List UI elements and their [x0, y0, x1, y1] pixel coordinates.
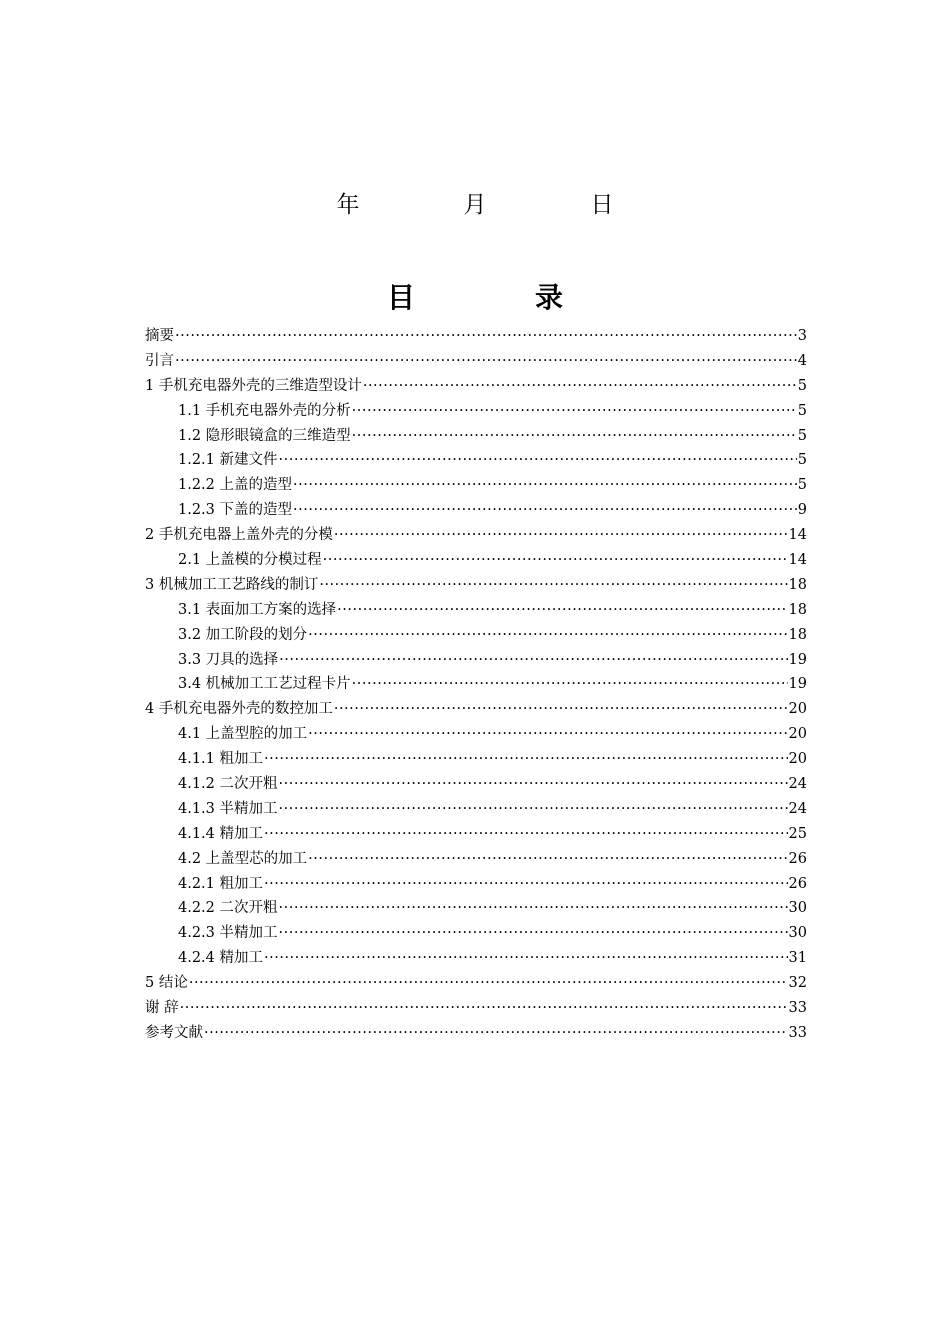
- toc-entry-label: 1.1 手机充电器外壳的分析: [178, 402, 351, 419]
- toc-entry-page: 14: [788, 527, 807, 544]
- toc-leader-dots: [279, 925, 788, 941]
- toc-entry-label: 4.2.4 精加工: [178, 950, 264, 967]
- toc-entry-page: 24: [788, 800, 807, 817]
- toc-entry-label: 4.1.1 粗加工: [178, 751, 264, 768]
- toc-entry-label: 引言: [145, 352, 174, 369]
- toc-entry-page: 26: [788, 850, 807, 867]
- toc-entry[interactable]: [145, 872, 807, 897]
- toc-entry[interactable]: [145, 772, 807, 797]
- toc-entry-page: 30: [788, 900, 807, 917]
- toc-entry-label: 谢 辞: [145, 1000, 179, 1017]
- table-of-contents: [145, 324, 807, 1046]
- toc-entry[interactable]: [145, 672, 807, 697]
- toc-entry-label: 2 手机充电器上盖外壳的分模: [145, 527, 333, 544]
- toc-entry[interactable]: [145, 847, 807, 872]
- toc-entry-page: 33: [788, 1024, 807, 1041]
- toc-entry[interactable]: [145, 548, 807, 573]
- toc-leader-dots: [352, 428, 797, 444]
- toc-entry-label: 4.1.3 半精加工: [178, 800, 278, 817]
- toc-entry[interactable]: [145, 399, 807, 424]
- toc-leader-dots: [279, 900, 788, 916]
- toc-entry[interactable]: [145, 598, 807, 623]
- toc-entry[interactable]: [145, 424, 807, 449]
- toc-leader-dots: [334, 701, 788, 717]
- toc-leader-dots: [293, 502, 797, 518]
- date-day: 日: [590, 192, 614, 218]
- toc-title-part1: 目: [386, 281, 415, 314]
- toc-entry-page: 5: [797, 452, 807, 469]
- toc-entry[interactable]: [145, 349, 807, 374]
- toc-entry-label: 1 手机充电器外壳的三维造型设计: [145, 377, 362, 394]
- toc-entry-page: 5: [797, 427, 807, 444]
- toc-title-part2: 录: [535, 281, 564, 314]
- toc-title: [0, 276, 950, 316]
- toc-entry-page: 5: [797, 377, 807, 394]
- date-month: 月: [463, 192, 487, 218]
- toc-entry-page: 31: [788, 950, 807, 967]
- toc-entry[interactable]: [145, 697, 807, 722]
- toc-leader-dots: [352, 676, 788, 692]
- toc-entry-label: 4.2.2 二次开粗: [178, 900, 278, 917]
- toc-leader-dots: [279, 801, 788, 817]
- toc-entry-label: 5 结论: [145, 975, 188, 992]
- toc-leader-dots: [279, 776, 788, 792]
- toc-entry-page: 32: [788, 975, 807, 992]
- toc-entry[interactable]: [145, 896, 807, 921]
- toc-entry-label: 3.4 机械加工工艺过程卡片: [178, 676, 351, 693]
- toc-entry-label: 4.1 上盖型腔的加工: [178, 726, 308, 743]
- toc-entry[interactable]: [145, 971, 807, 996]
- toc-leader-dots: [334, 527, 788, 543]
- date-line: [0, 186, 950, 219]
- toc-entry[interactable]: [145, 648, 807, 673]
- toc-entry-page: 30: [788, 925, 807, 942]
- toc-leader-dots: [204, 1025, 788, 1041]
- toc-entry[interactable]: [145, 473, 807, 498]
- toc-leader-dots: [189, 975, 788, 991]
- toc-leader-dots: [175, 353, 797, 369]
- toc-leader-dots: [279, 452, 797, 468]
- toc-entry[interactable]: [145, 324, 807, 349]
- toc-entry-label: 1.2.1 新建文件: [178, 452, 278, 469]
- toc-entry-page: 20: [788, 726, 807, 743]
- toc-leader-dots: [264, 950, 788, 966]
- toc-entry-label: 1.2 隐形眼镜盒的三维造型: [178, 427, 351, 444]
- toc-leader-dots: [264, 826, 788, 842]
- toc-leader-dots: [308, 726, 787, 742]
- toc-entry-label: 3.1 表面加工方案的选择: [178, 601, 337, 618]
- toc-entry[interactable]: [145, 523, 807, 548]
- toc-entry[interactable]: [145, 623, 807, 648]
- toc-entry-page: 19: [788, 676, 807, 693]
- toc-entry[interactable]: [145, 921, 807, 946]
- toc-entry-page: 4: [797, 352, 807, 369]
- toc-leader-dots: [323, 552, 788, 568]
- toc-entry-page: 3: [797, 328, 807, 344]
- toc-entry-label: 4.2.1 粗加工: [178, 875, 264, 892]
- toc-entry[interactable]: [145, 374, 807, 399]
- toc-leader-dots: [363, 378, 797, 394]
- toc-entry-page: 5: [797, 402, 807, 419]
- toc-leader-dots: [180, 1000, 788, 1016]
- toc-entry-page: 19: [788, 651, 807, 668]
- toc-entry-page: 25: [788, 825, 807, 842]
- toc-entry-label: 3 机械加工工艺路线的制订: [145, 576, 319, 593]
- toc-entry-label: 4.1.2 二次开粗: [178, 776, 278, 793]
- toc-entry[interactable]: [145, 573, 807, 598]
- toc-entry[interactable]: [145, 946, 807, 971]
- toc-entry-page: 14: [788, 552, 807, 569]
- toc-entry-label: 4.2.3 半精加工: [178, 925, 278, 942]
- toc-entry[interactable]: [145, 747, 807, 772]
- toc-entry-page: 20: [788, 751, 807, 768]
- toc-leader-dots: [308, 627, 787, 643]
- toc-entry-label: 3.3 刀具的选择: [178, 651, 279, 668]
- toc-leader-dots: [175, 328, 797, 344]
- toc-entry-label: 参考文献: [145, 1024, 203, 1041]
- toc-leader-dots: [279, 652, 787, 668]
- toc-entry[interactable]: [145, 797, 807, 822]
- toc-entry-page: 20: [788, 701, 807, 718]
- toc-entry-label: 1.2.3 下盖的造型: [178, 502, 293, 519]
- date-year: 年: [336, 192, 360, 218]
- toc-entry-label: 摘要: [145, 328, 174, 344]
- toc-entry[interactable]: [145, 996, 807, 1021]
- toc-entry-label: 4.2 上盖型芯的加工: [178, 850, 308, 867]
- toc-entry-label: 1.2.2 上盖的造型: [178, 477, 293, 494]
- toc-entry[interactable]: [145, 498, 807, 523]
- toc-entry-label: 4 手机充电器外壳的数控加工: [145, 701, 333, 718]
- toc-entry-page: 24: [788, 776, 807, 793]
- toc-leader-dots: [337, 602, 787, 618]
- toc-entry[interactable]: [145, 822, 807, 847]
- toc-entry[interactable]: [145, 722, 807, 747]
- toc-entry-page: 26: [788, 875, 807, 892]
- toc-entry[interactable]: [145, 448, 807, 473]
- toc-entry-page: 33: [788, 1000, 807, 1017]
- toc-entry-page: 5: [797, 477, 807, 494]
- toc-entry-page: 18: [788, 576, 807, 593]
- toc-leader-dots: [352, 403, 797, 419]
- toc-entry-label: 2.1 上盖模的分模过程: [178, 552, 322, 569]
- toc-leader-dots: [264, 876, 788, 892]
- toc-leader-dots: [264, 751, 788, 767]
- toc-entry-page: 18: [788, 626, 807, 643]
- toc-leader-dots: [293, 477, 797, 493]
- toc-entry-page: 18: [788, 601, 807, 618]
- toc-entry-label: 4.1.4 精加工: [178, 825, 264, 842]
- toc-leader-dots: [319, 577, 787, 593]
- toc-entry[interactable]: [145, 1021, 807, 1046]
- toc-leader-dots: [308, 851, 787, 867]
- toc-entry-label: 3.2 加工阶段的划分: [178, 626, 308, 643]
- toc-entry-page: 9: [797, 502, 807, 519]
